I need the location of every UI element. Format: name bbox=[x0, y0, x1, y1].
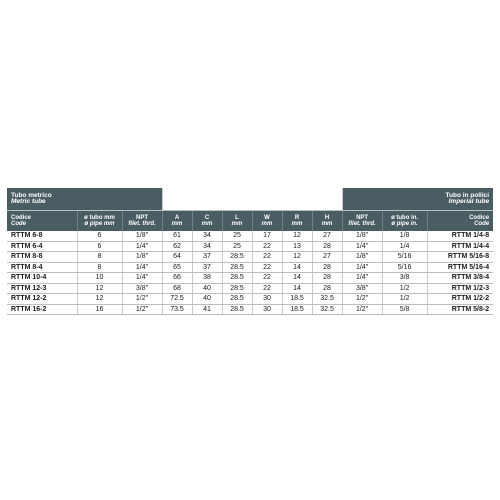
table-cell: 12 bbox=[282, 252, 312, 263]
table-cell: RTTM 1/2-3 bbox=[427, 283, 493, 294]
table-cell: RTTM 6-4 bbox=[7, 241, 77, 252]
table-row bbox=[7, 231, 493, 241]
column-header-label: A bbox=[174, 215, 180, 221]
table-cell: 37 bbox=[192, 252, 222, 263]
column-header bbox=[192, 211, 222, 232]
table-cell: 28 bbox=[312, 283, 342, 294]
column-header-label: C bbox=[204, 215, 210, 221]
column-header-label: H bbox=[324, 215, 330, 221]
table-cell: 1/8" bbox=[122, 252, 162, 263]
table-cell: 5/16 bbox=[382, 252, 427, 263]
table-cell: 22 bbox=[252, 262, 282, 273]
table-cell: RTTM 8-8 bbox=[7, 252, 77, 263]
table-body bbox=[7, 231, 493, 315]
column-header bbox=[282, 211, 312, 232]
table-cell: 12 bbox=[282, 231, 312, 241]
table-cell: 8 bbox=[77, 262, 122, 273]
group-header-row bbox=[7, 188, 493, 211]
table-cell: 8 bbox=[77, 252, 122, 263]
table-cell: 10 bbox=[77, 273, 122, 284]
metric-group-title-en: Metric tube bbox=[11, 198, 46, 205]
column-header bbox=[312, 211, 342, 232]
column-header-sublabel: mm bbox=[201, 221, 213, 227]
table-cell: 68 bbox=[162, 283, 192, 294]
column-header-label: ø tubo mm bbox=[84, 215, 115, 221]
column-header-sublabel: filet. thrd. bbox=[348, 221, 376, 227]
imperial-group-title-en: Imperial tube bbox=[448, 198, 490, 205]
column-header-sublabel: filet. thrd. bbox=[128, 221, 156, 227]
table-cell: RTTM 3/8-4 bbox=[427, 273, 493, 284]
table-cell: RTTM 5/16-4 bbox=[427, 262, 493, 273]
column-header-label: R bbox=[294, 215, 300, 221]
table-cell: 73.5 bbox=[162, 304, 192, 315]
table-cell: 25 bbox=[222, 241, 252, 252]
group-header-spacer bbox=[162, 188, 342, 211]
table-cell: 1/4" bbox=[122, 273, 162, 284]
metric-group-header bbox=[7, 188, 162, 211]
column-header-label: Codice bbox=[469, 215, 490, 221]
table-cell: 38 bbox=[192, 273, 222, 284]
table-cell: 1/4" bbox=[122, 262, 162, 273]
column-header-label: Codice bbox=[11, 215, 32, 221]
table-cell: 1/2 bbox=[382, 294, 427, 305]
table-cell: 25 bbox=[222, 231, 252, 241]
table-cell: 22 bbox=[252, 241, 282, 252]
table-cell: 41 bbox=[192, 304, 222, 315]
table-cell: 6 bbox=[77, 231, 122, 241]
column-header-sublabel: mm bbox=[171, 221, 183, 227]
column-header bbox=[77, 211, 122, 232]
table-cell: 66 bbox=[162, 273, 192, 284]
table-cell: 62 bbox=[162, 241, 192, 252]
table-cell: 5/16 bbox=[382, 262, 427, 273]
column-header-sublabel: ø pipe mm bbox=[84, 221, 115, 227]
table-cell: 37 bbox=[192, 262, 222, 273]
table-cell: 28.5 bbox=[222, 304, 252, 315]
table-cell: 64 bbox=[162, 252, 192, 263]
table-cell: 3/8 bbox=[382, 273, 427, 284]
table-cell: 18.5 bbox=[282, 294, 312, 305]
column-header-sublabel: ø pipe in. bbox=[391, 221, 418, 227]
column-header-sublabel: mm bbox=[321, 221, 333, 227]
column-header bbox=[7, 211, 77, 232]
table-cell: 40 bbox=[192, 283, 222, 294]
table-row bbox=[7, 304, 493, 315]
column-header-row bbox=[7, 211, 493, 232]
table-cell: 28 bbox=[312, 241, 342, 252]
table-cell: 1/2 bbox=[382, 283, 427, 294]
table-cell: RTTM 6-8 bbox=[7, 231, 77, 241]
column-header bbox=[222, 211, 252, 232]
table-cell: 22 bbox=[252, 273, 282, 284]
table-cell: 1/2" bbox=[122, 294, 162, 305]
metric-group-title: Tubo metrico bbox=[11, 191, 52, 199]
table-cell: 27 bbox=[312, 252, 342, 263]
column-header-sublabel: Code bbox=[474, 221, 490, 227]
table-cell: 12 bbox=[77, 283, 122, 294]
table-cell: 22 bbox=[252, 283, 282, 294]
table-cell: 1/4" bbox=[342, 273, 382, 284]
column-header-sublabel: mm bbox=[231, 221, 243, 227]
table-cell: 34 bbox=[192, 231, 222, 241]
table-row bbox=[7, 283, 493, 294]
table-cell: 28 bbox=[312, 273, 342, 284]
table-cell: RTTM 1/4-4 bbox=[427, 241, 493, 252]
column-header bbox=[382, 211, 427, 232]
column-header bbox=[252, 211, 282, 232]
table-cell: 14 bbox=[282, 273, 312, 284]
table-cell: RTTM 1/4-8 bbox=[427, 231, 493, 241]
table-cell: 28.5 bbox=[222, 262, 252, 273]
table-cell: 1/4" bbox=[342, 241, 382, 252]
table-cell: 28.5 bbox=[222, 294, 252, 305]
table-cell: 1/2" bbox=[122, 304, 162, 315]
table-cell: 12 bbox=[77, 294, 122, 305]
table-cell: 1/8" bbox=[122, 231, 162, 241]
table-cell: 13 bbox=[282, 241, 312, 252]
table-cell: 30 bbox=[252, 304, 282, 315]
table-cell: 32.5 bbox=[312, 294, 342, 305]
table-cell: 32.5 bbox=[312, 304, 342, 315]
table-cell: 6 bbox=[77, 241, 122, 252]
table-cell: 18.5 bbox=[282, 304, 312, 315]
table-cell: 40 bbox=[192, 294, 222, 305]
table-cell: 1/2" bbox=[342, 294, 382, 305]
column-header bbox=[122, 211, 162, 232]
table-cell: 28.5 bbox=[222, 252, 252, 263]
table-cell: 34 bbox=[192, 241, 222, 252]
column-header-label: L bbox=[235, 215, 239, 221]
column-header-label: NPT bbox=[356, 215, 369, 221]
table-cell: 30 bbox=[252, 294, 282, 305]
column-header-label: NPT bbox=[136, 215, 148, 221]
table-cell: 65 bbox=[162, 262, 192, 273]
table-cell: 72.5 bbox=[162, 294, 192, 305]
imperial-group-header bbox=[342, 188, 493, 211]
column-header-sublabel: mm bbox=[291, 221, 303, 227]
table-row bbox=[7, 241, 493, 252]
table-cell: RTTM 8-4 bbox=[7, 262, 77, 273]
table-cell: 27 bbox=[312, 231, 342, 241]
table-row bbox=[7, 252, 493, 263]
column-header-sublabel: mm bbox=[261, 221, 273, 227]
imperial-group-title: Tubo in pollici bbox=[445, 191, 490, 199]
table-cell: RTTM 5/8-2 bbox=[427, 304, 493, 315]
column-header-label: W bbox=[264, 215, 270, 221]
column-header bbox=[427, 211, 493, 232]
table-cell: 1/8" bbox=[342, 252, 382, 263]
column-header-label: ø tubo in. bbox=[391, 215, 419, 221]
table-cell: RTTM 12-3 bbox=[7, 283, 77, 294]
table-cell: 3/8" bbox=[122, 283, 162, 294]
table-cell: 5/8 bbox=[382, 304, 427, 315]
table-cell: 16 bbox=[77, 304, 122, 315]
table-cell: RTTM 16-2 bbox=[7, 304, 77, 315]
table-cell: RTTM 1/2-2 bbox=[427, 294, 493, 305]
column-header bbox=[162, 211, 192, 232]
table-row bbox=[7, 262, 493, 273]
table-cell: 1/2" bbox=[342, 304, 382, 315]
table-cell: 1/8 bbox=[382, 231, 427, 241]
table-cell: 61 bbox=[162, 231, 192, 241]
table-cell: 14 bbox=[282, 262, 312, 273]
column-header-sublabel: Code bbox=[11, 221, 26, 227]
table-cell: 1/4" bbox=[122, 241, 162, 252]
table-cell: 1/4" bbox=[342, 262, 382, 273]
table-cell: RTTM 10-4 bbox=[7, 273, 77, 284]
table-cell: RTTM 5/16-8 bbox=[427, 252, 493, 263]
table-cell: 28.5 bbox=[222, 273, 252, 284]
column-header bbox=[342, 211, 382, 232]
table-cell: 3/8" bbox=[342, 283, 382, 294]
table-cell: 17 bbox=[252, 231, 282, 241]
table-row bbox=[7, 294, 493, 305]
table-row bbox=[7, 273, 493, 284]
table-cell: 14 bbox=[282, 283, 312, 294]
fittings-spec-table bbox=[7, 188, 493, 315]
table-cell: 28 bbox=[312, 262, 342, 273]
table-cell: 22 bbox=[252, 252, 282, 263]
table-cell: 1/4 bbox=[382, 241, 427, 252]
table-cell: RTTM 12-2 bbox=[7, 294, 77, 305]
table-cell: 28.5 bbox=[222, 283, 252, 294]
table-cell: 1/8" bbox=[342, 231, 382, 241]
